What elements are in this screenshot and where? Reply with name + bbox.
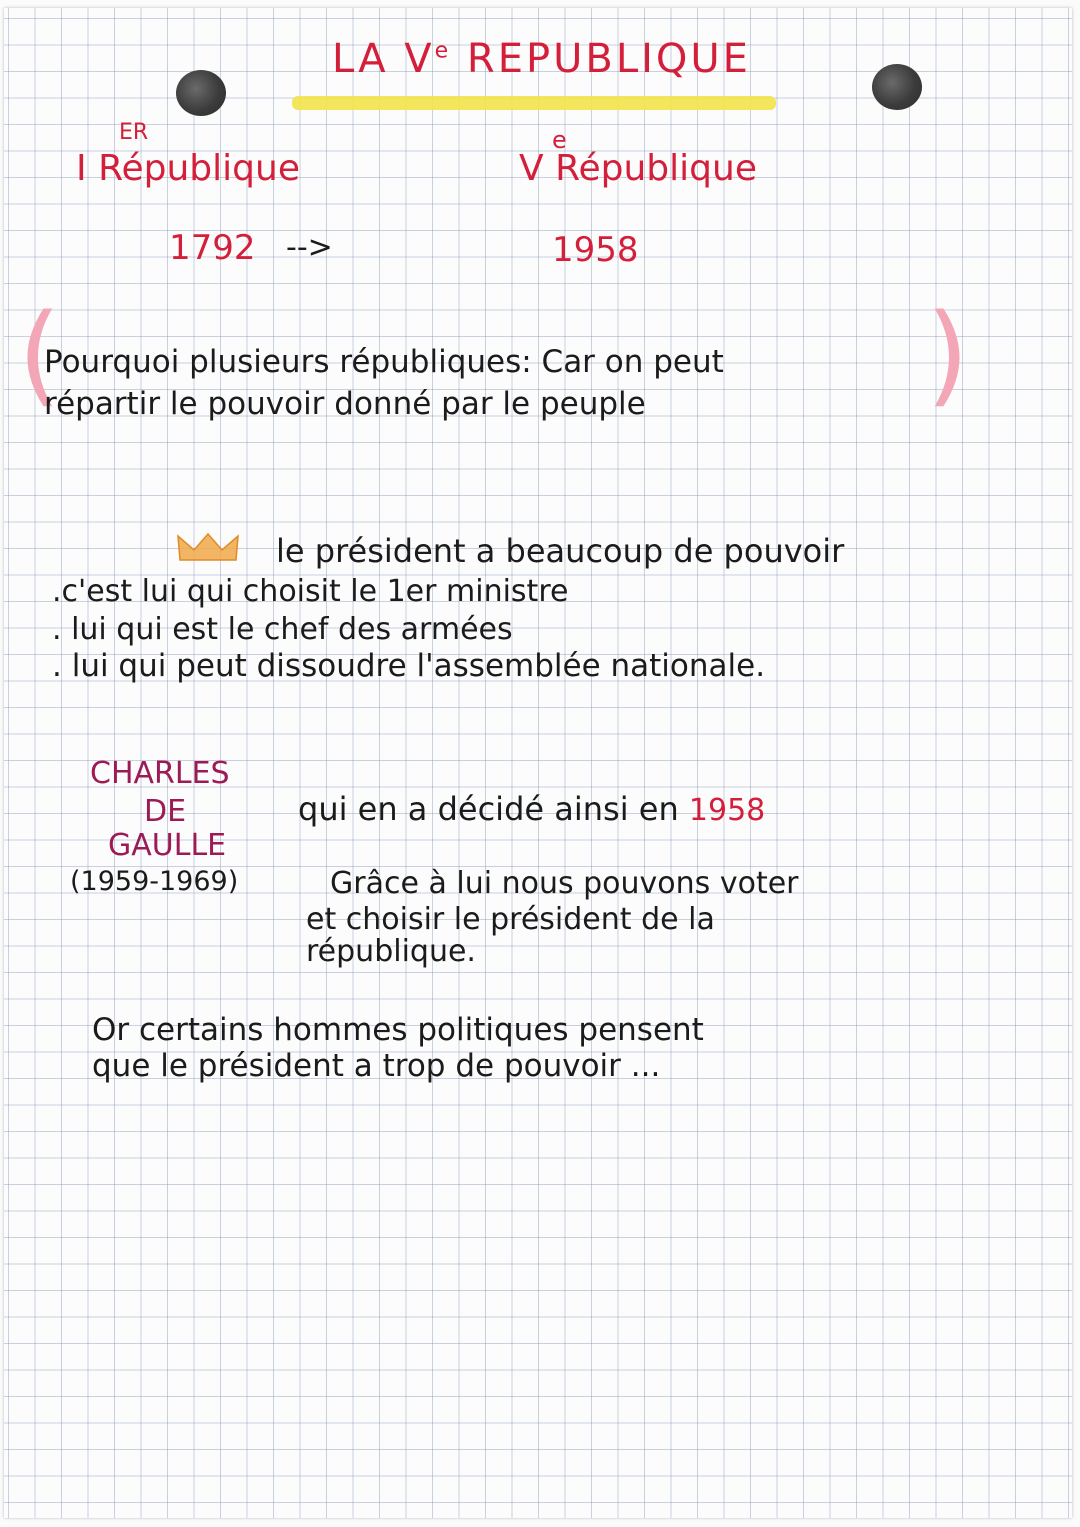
fifth-republic-year: 1958 bbox=[552, 230, 639, 270]
grace-line-1: Grâce à lui nous pouvons voter bbox=[330, 866, 799, 901]
de-gaulle-name-line-2: DE bbox=[144, 794, 187, 829]
first-republic-superscript: ER bbox=[119, 120, 149, 145]
de-gaulle-name-line-1: CHARLES bbox=[90, 756, 230, 791]
why-line-1: Pourquoi plusieurs républiques: Car on peut bbox=[44, 344, 724, 380]
first-republic-year: 1792 bbox=[169, 228, 256, 268]
first-republic-label: I République bbox=[76, 148, 300, 189]
conclusion-line-1: Or certains hommes politiques pensent bbox=[92, 1012, 704, 1048]
why-line-2: répartir le pouvoir donné par le peuple bbox=[44, 386, 646, 422]
grace-line-3: république. bbox=[306, 934, 476, 969]
title-highlight bbox=[292, 96, 776, 110]
crown-icon bbox=[176, 530, 240, 564]
grace-line-2: et choisir le président de la bbox=[306, 902, 715, 937]
fifth-republic-label: V République bbox=[519, 148, 757, 189]
de-gaulle-years: (1959-1969) bbox=[70, 866, 239, 897]
punch-hole-left bbox=[176, 70, 226, 116]
decided-year: 1958 bbox=[688, 793, 766, 828]
president-heading: le président a beaucoup de pouvoir bbox=[276, 532, 845, 570]
punch-hole-right bbox=[872, 64, 922, 110]
page-title: LA Ve REPUBLIQUE bbox=[332, 36, 751, 82]
notebook-page bbox=[4, 8, 1072, 1518]
fifth-republic-superscript: e bbox=[552, 126, 567, 154]
president-point-3: . lui qui peut dissoudre l'assemblée nationale. bbox=[52, 648, 766, 684]
de-gaulle-name-line-3: GAULLE bbox=[108, 828, 227, 863]
decided-line: qui en a décidé ainsi en 1958 bbox=[298, 790, 766, 828]
president-point-1: .c'est lui qui choisit le 1er ministre bbox=[52, 574, 569, 609]
president-point-2: . lui qui est le chef des armées bbox=[52, 612, 513, 647]
conclusion-line-2: que le président a trop de pouvoir ... bbox=[92, 1048, 661, 1084]
bracket-left: ( bbox=[18, 290, 61, 418]
bracket-right: ) bbox=[926, 290, 969, 418]
timeline-arrow: --> bbox=[286, 230, 333, 265]
